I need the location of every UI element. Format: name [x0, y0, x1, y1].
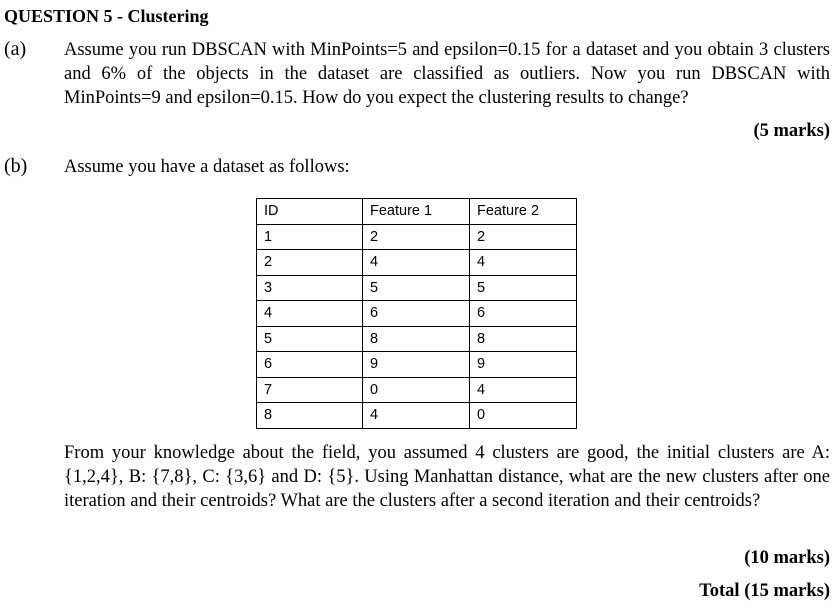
- part-a-marks: (5 marks): [753, 121, 830, 141]
- table-cell: 5: [470, 275, 577, 301]
- table-cell: 6: [257, 352, 363, 378]
- question-subject: Clustering: [127, 6, 209, 26]
- table-cell: 6: [470, 301, 577, 327]
- table-row: [257, 352, 577, 378]
- table-cell: 9: [470, 352, 577, 378]
- table-row: [257, 403, 577, 429]
- table-cell: 2: [470, 224, 577, 250]
- table-header-id: ID: [257, 199, 363, 225]
- part-b-label: (b): [4, 155, 28, 177]
- part-b-question-text: From your knowledge about the field, you assumed 4 clusters are good, the initial clusters are A: {1,2,4}, B: {7,8}, C: {3,6} and D: {5}. Using Manhattan distance, what are the new clusters after one iteration and their centroids? What are the clusters after a second iteration and their centroids?: [64, 443, 830, 511]
- table-cell: 4: [257, 301, 363, 327]
- table-cell: 8: [470, 326, 577, 352]
- table-cell: 4: [363, 403, 470, 429]
- part-b-marks: (10 marks): [744, 548, 830, 568]
- total-marks: Total (15 marks): [699, 581, 830, 601]
- part-a-question-text: Assume you run DBSCAN with MinPoints=5 and epsilon=0.15 for a dataset and you obtain 3 clusters and 6% of the objects in the dataset are classified as outliers. Now you run DBSCAN with MinPoints=9 and epsilon=0.15. How do you expect the clustering results to change?: [64, 40, 830, 108]
- table-cell: 5: [363, 275, 470, 301]
- table-cell: 6: [363, 301, 470, 327]
- table-row: [257, 326, 577, 352]
- table-cell: 8: [257, 403, 363, 429]
- table-cell: 4: [470, 377, 577, 403]
- table-cell: 0: [363, 377, 470, 403]
- table-cell: 9: [363, 352, 470, 378]
- table-cell: 4: [470, 250, 577, 276]
- table-row: [257, 224, 577, 250]
- table-cell: 4: [363, 250, 470, 276]
- question-number: QUESTION 5 -: [4, 6, 128, 26]
- table-header-row: [257, 199, 577, 225]
- table-header-feature-1: Feature 1: [363, 199, 470, 225]
- table-cell: 1: [257, 224, 363, 250]
- table-row: [257, 275, 577, 301]
- table-cell: 7: [257, 377, 363, 403]
- table-cell: 3: [257, 275, 363, 301]
- table-cell: 5: [257, 326, 363, 352]
- table-cell: 2: [363, 224, 470, 250]
- table-cell: 8: [363, 326, 470, 352]
- table-row: [257, 250, 577, 276]
- table-row: [257, 301, 577, 327]
- table-header-feature-2: Feature 2: [470, 199, 577, 225]
- part-a-label: (a): [4, 38, 27, 60]
- dataset-table: [256, 198, 577, 429]
- table-cell: 0: [470, 403, 577, 429]
- table-cell: 2: [257, 250, 363, 276]
- question-heading: [4, 6, 209, 27]
- part-b-intro: Assume you have a dataset as follows:: [64, 157, 350, 177]
- table-row: [257, 377, 577, 403]
